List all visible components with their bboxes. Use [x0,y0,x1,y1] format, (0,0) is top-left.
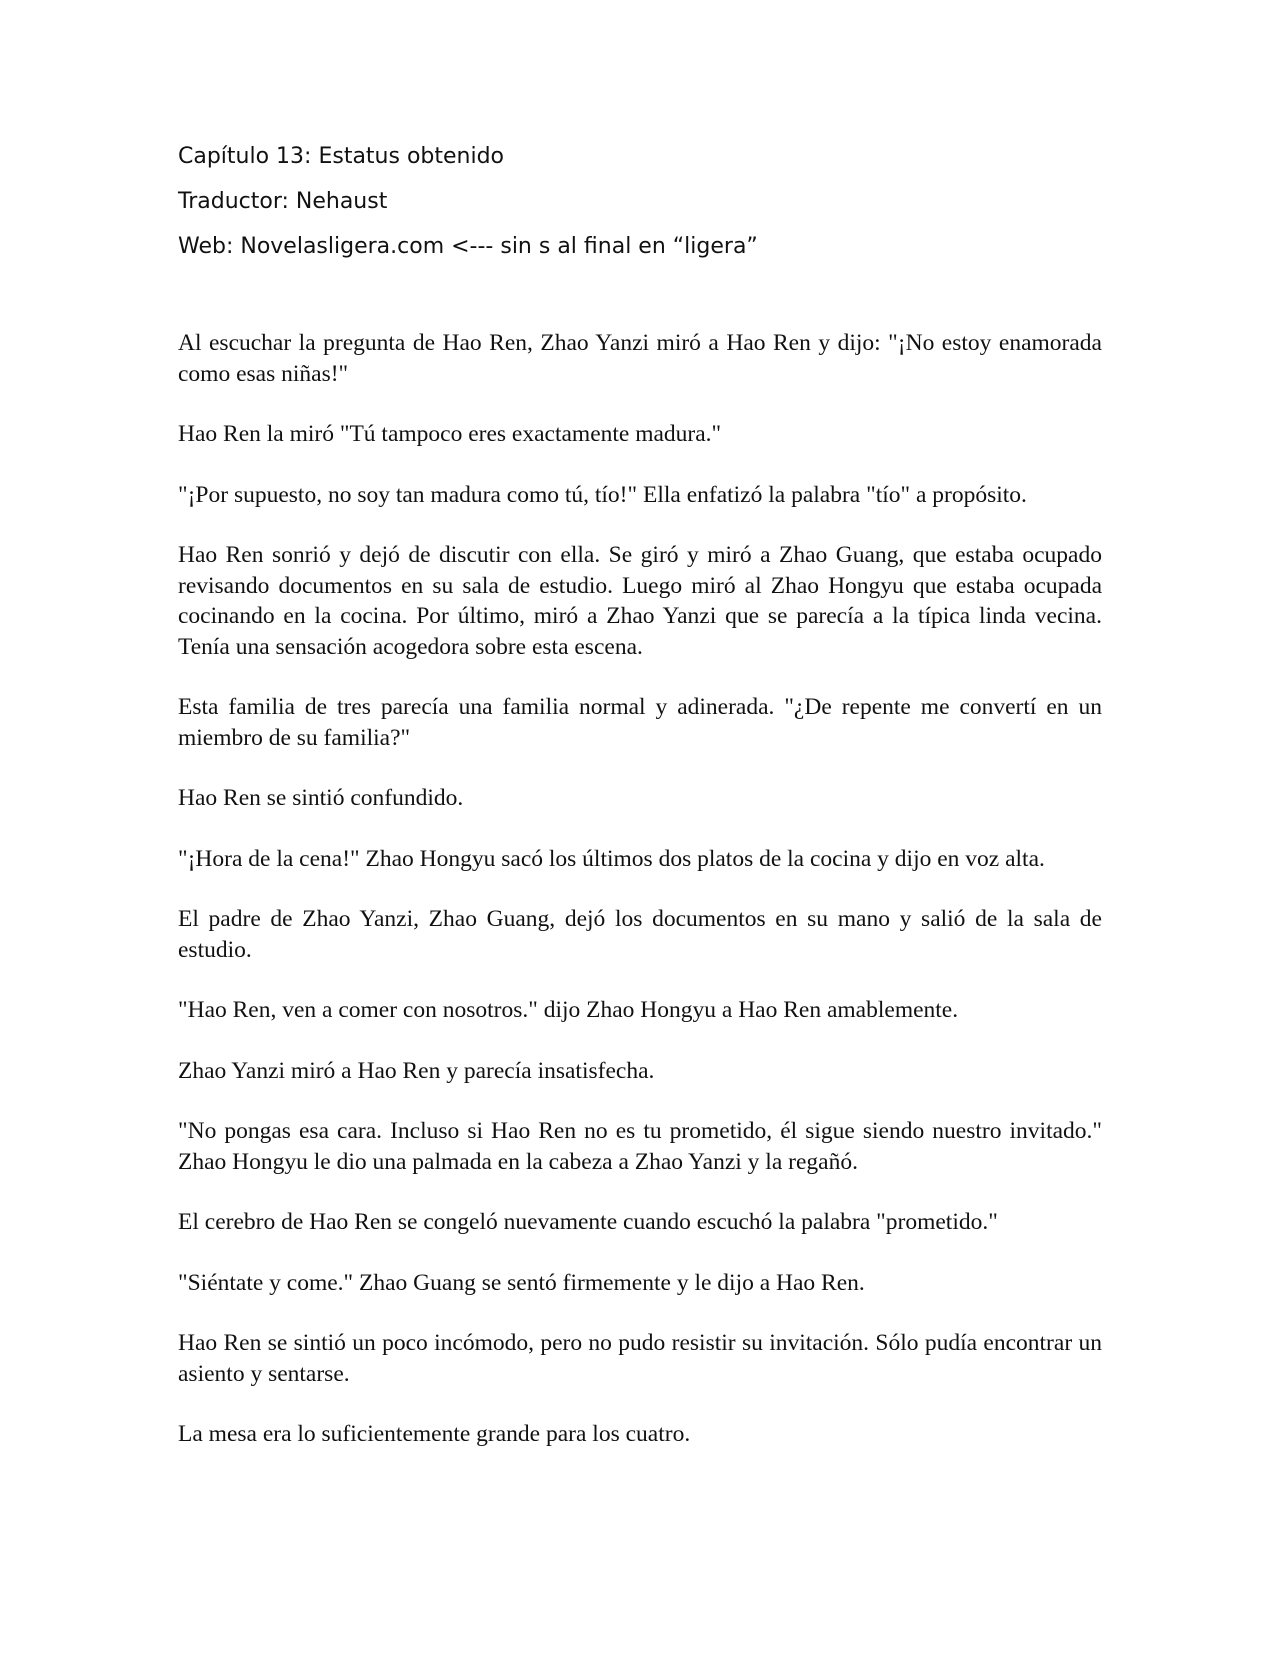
paragraph-2: Hao Ren la miró "Tú tampoco eres exactamente madura." [178,421,722,447]
paragraph-8: El padre de Zhao Yanzi, Zhao Guang, dejó los documentos en su mano y salió de la sala de estudio. [178,906,1102,963]
website-note: Web: Novelasligera.com <--- sin s al final en “ligera” [178,234,758,259]
paragraph-3: "¡Por supuesto, no soy tan madura como tú, tío!" Ella enfatizó la palabra "tío" a propósito. [178,481,1027,508]
paragraph-1: Al escuchar la pregunta de Hao Ren, Zhao Yanzi miró a Hao Ren y dijo: "¡No estoy enamorada como esas niñas!" [178,330,1102,387]
paragraph-15: La mesa era lo suficientemente grande para los cuatro. [178,1421,691,1447]
paragraph-4: Hao Ren sonrió y dejó de discutir con ella. Se giró y miró a Zhao Guang, que estaba ocupado revisando documentos en su sala de estudio. Luego miró al Zhao Hongyu que estaba ocupada cocinando en la cocina. Por último, miró a Zhao Yanzi que se parecía a la típica linda vecina. Tenía una sensación acogedora sobre esta escena. [178,542,1102,660]
paragraph-11: "No pongas esa cara. Incluso si Hao Ren no es tu prometido, él sigue siendo nuestro invitado." Zhao Hongyu le dio una palmada en la cabeza a Zhao Yanzi y la regañó. [178,1118,1102,1175]
paragraph-13: "Siéntate y come." Zhao Guang se sentó firmemente y le dijo a Hao Ren. [178,1269,865,1296]
paragraph-7: "¡Hora de la cena!" Zhao Hongyu sacó los últimos dos platos de la cocina y dijo en voz alta. [178,845,1045,872]
paragraph-14: Hao Ren se sintió un poco incómodo, pero no pudo resistir su invitación. Sólo pudía encontrar un asiento y sentarse. [178,1330,1102,1387]
paragraph-6: Hao Ren se sintió confundido. [178,785,464,811]
paragraph-10: Zhao Yanzi miró a Hao Ren y parecía insatisfecha. [178,1057,655,1084]
paragraph-9: "Hao Ren, ven a comer con nosotros." dijo Zhao Hongyu a Hao Ren amablemente. [178,997,959,1023]
paragraph-12: El cerebro de Hao Ren se congeló nuevamente cuando escuchó la palabra "prometido." [178,1209,998,1235]
document-body [178,328,1102,1480]
paragraph-5: Esta familia de tres parecía una familia normal y adinerada. "¿De repente me convertí en un miembro de su familia?" [178,694,1102,751]
translator-credit: Traductor: Nehaust [178,189,388,214]
document-header [178,143,1102,278]
chapter-title: Capítulo 13: Estatus obtenido [178,144,505,169]
